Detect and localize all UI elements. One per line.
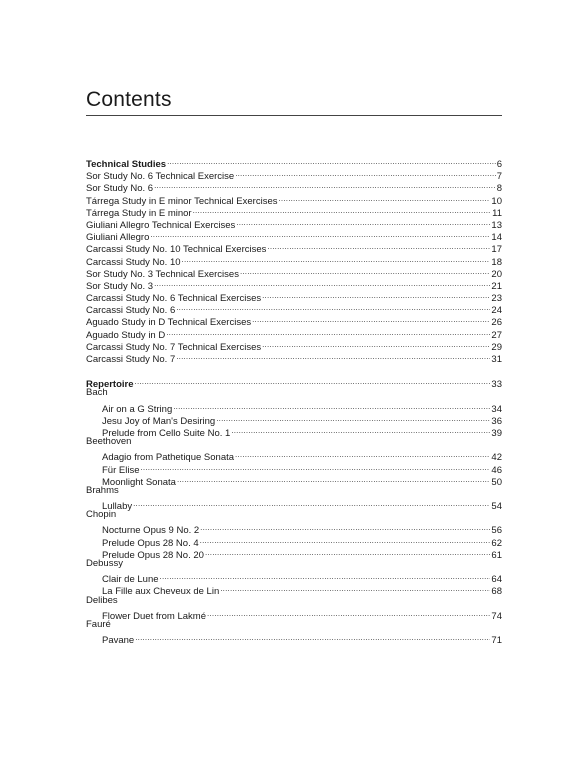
dot-leader xyxy=(236,216,490,228)
toc-entry-label: Giuliani Allegro Technical Exercises xyxy=(86,219,236,231)
composer-heading: Beethoven xyxy=(86,436,132,448)
toc-entry-page: 39 xyxy=(491,427,502,439)
toc-entry-page: 7 xyxy=(496,171,502,183)
toc-entry-page: 26 xyxy=(491,317,502,329)
toc-entry-page: 71 xyxy=(491,635,502,647)
toc-entry-page: 17 xyxy=(491,244,502,256)
dot-leader xyxy=(160,570,491,582)
dot-leader xyxy=(166,326,490,338)
toc-entry-page: 46 xyxy=(491,464,502,476)
toc-entry-label: Pavane xyxy=(102,635,135,647)
toc-entry[interactable] xyxy=(86,461,502,476)
toc-entry-page: 34 xyxy=(491,403,502,415)
dot-leader xyxy=(240,265,490,277)
toc-entry-label: Sor Study No. 6 Technical Exercise xyxy=(86,171,235,183)
toc-entry-label: Prelude Opus 28 No. 20 xyxy=(102,549,204,561)
repertoire-section xyxy=(86,375,502,647)
dot-leader xyxy=(135,375,491,387)
dot-leader xyxy=(193,204,492,216)
toc-entry[interactable] xyxy=(86,570,502,586)
dot-leader xyxy=(235,448,490,460)
page-title: Contents xyxy=(86,88,172,111)
toc-entry-label: Carcassi Study No. 6 xyxy=(86,305,176,317)
toc-entry-page: 50 xyxy=(491,476,502,488)
toc-entry-label: Aguado Study in D xyxy=(86,329,166,341)
toc-entry-page: 64 xyxy=(491,574,502,586)
dot-leader xyxy=(133,497,490,509)
dot-leader xyxy=(262,289,490,301)
dot-leader xyxy=(200,521,490,533)
toc-entry-label: Jesu Joy of Man's Desiring xyxy=(102,415,216,427)
repertoire-list xyxy=(86,387,502,647)
toc-entry[interactable] xyxy=(86,448,502,464)
composer-heading: Delibes xyxy=(86,594,118,606)
dot-leader xyxy=(252,313,490,325)
toc-entry-label: Carcassi Study No. 10 xyxy=(86,256,181,268)
toc-entry-page: 20 xyxy=(491,268,502,280)
toc-entry-page: 29 xyxy=(491,341,502,353)
dot-leader xyxy=(176,350,490,362)
toc-entry-label: Carcassi Study No. 7 xyxy=(86,354,176,365)
composer-heading: Debussy xyxy=(86,558,123,569)
toc-entry-label: Giuliani Allegro xyxy=(86,232,150,244)
toc-entry-label: Sor Study No. 3 xyxy=(86,280,154,292)
toc-entry-label: Adagio from Pathetique Sonata xyxy=(102,452,235,464)
toc-entry[interactable] xyxy=(86,631,502,647)
toc-entry-page: 13 xyxy=(491,219,502,231)
dot-leader xyxy=(262,338,490,350)
toc-entry-technical-studies[interactable] xyxy=(86,155,502,170)
composer-heading: Fauré xyxy=(86,618,111,630)
dot-leader xyxy=(177,473,490,485)
toc-entry-page: 18 xyxy=(491,256,502,268)
toc-entry-label: Carcassi Study No. 10 Technical Exercises xyxy=(86,244,267,256)
toc-entry-page: 56 xyxy=(491,525,502,537)
toc-entry-page: 14 xyxy=(491,232,502,244)
dot-leader xyxy=(176,301,490,313)
toc-entry-page: 24 xyxy=(491,305,502,317)
toc-entry-label: Repertoire xyxy=(86,379,134,391)
toc-entry-label: Sor Study No. 6 xyxy=(86,183,154,195)
dot-leader xyxy=(200,534,491,546)
toc-entry-page: 36 xyxy=(491,415,502,427)
toc-entry-page: 21 xyxy=(491,280,502,292)
toc-entry-label: Flower Duet from Lakmé xyxy=(102,610,207,622)
toc-entry[interactable] xyxy=(86,497,502,513)
toc-entry-label: Carcassi Study No. 6 Technical Exercises xyxy=(86,293,262,305)
toc-entry-page: 23 xyxy=(491,293,502,305)
toc-entry-label: Prelude Opus 28 No. 4 xyxy=(102,537,199,549)
toc-entry-label: Moonlight Sonata xyxy=(102,476,176,488)
toc-entry-page: 10 xyxy=(491,195,502,207)
toc-entry-page: 33 xyxy=(491,379,502,391)
dot-leader xyxy=(235,167,496,179)
toc-entry-label: Nocturne Opus 9 No. 2 xyxy=(102,525,200,537)
dot-leader xyxy=(154,277,490,289)
toc-entry[interactable] xyxy=(86,521,502,537)
toc-entry-repertoire[interactable] xyxy=(86,375,502,391)
toc-entry-page: 31 xyxy=(491,354,502,365)
title-rule xyxy=(86,115,502,116)
technical-studies-section xyxy=(86,155,502,365)
toc-entry-page: 61 xyxy=(491,549,502,561)
toc-entry-label: Sor Study No. 3 Technical Exercises xyxy=(86,268,239,280)
toc-entry-label: Clair de Lune xyxy=(102,574,159,586)
toc-entry-label: Technical Studies xyxy=(86,159,167,170)
dot-leader xyxy=(140,461,490,473)
composer-heading: Chopin xyxy=(86,509,117,521)
toc-entry-page: 62 xyxy=(491,537,502,549)
dot-leader xyxy=(267,240,490,252)
toc-entry[interactable] xyxy=(86,473,502,488)
toc-entry[interactable] xyxy=(86,400,502,415)
dot-leader xyxy=(216,412,490,424)
toc-entry-label: Lullaby xyxy=(102,501,133,513)
dot-leader xyxy=(182,253,491,265)
toc-entry-label: Carcassi Study No. 7 Technical Exercises xyxy=(86,341,262,353)
dot-leader xyxy=(205,546,490,558)
toc-entry-page: 8 xyxy=(496,183,502,195)
composer-heading: Brahms xyxy=(86,484,119,496)
toc-entry-label: Tárrega Study in E minor xyxy=(86,207,192,219)
dot-leader xyxy=(154,179,496,191)
composer-heading: Bach xyxy=(86,387,108,399)
toc-entry-page: 42 xyxy=(491,452,502,464)
table-of-contents xyxy=(86,155,502,656)
dot-leader xyxy=(231,424,490,436)
dot-leader xyxy=(220,582,490,594)
toc-entry-page: 68 xyxy=(491,586,502,598)
toc-entry-page: 74 xyxy=(491,610,502,622)
toc-entry-label: Prelude from Cello Suite No. 1 xyxy=(102,427,231,439)
dot-leader xyxy=(150,228,490,240)
dot-leader xyxy=(173,400,490,412)
dot-leader xyxy=(167,155,496,167)
technical-studies-list xyxy=(86,167,502,365)
dot-leader xyxy=(135,631,490,643)
toc-entry-page: 54 xyxy=(491,501,502,513)
toc-entry-label: La Fille aux Cheveux de Lin xyxy=(102,586,220,598)
dot-leader xyxy=(279,192,491,204)
toc-entry-label: Air on a G String xyxy=(102,403,173,415)
toc-entry-page: 27 xyxy=(491,329,502,341)
toc-entry-label: Für Elise xyxy=(102,464,140,476)
toc-entry-label: Aguado Study in D Technical Exercises xyxy=(86,317,252,329)
toc-entry-label: Tárrega Study in E minor Technical Exercises xyxy=(86,195,278,207)
dot-leader xyxy=(207,607,490,619)
toc-entry-page: 11 xyxy=(492,207,502,219)
toc-entry-page: 6 xyxy=(496,159,502,170)
toc-entry[interactable] xyxy=(86,607,502,622)
